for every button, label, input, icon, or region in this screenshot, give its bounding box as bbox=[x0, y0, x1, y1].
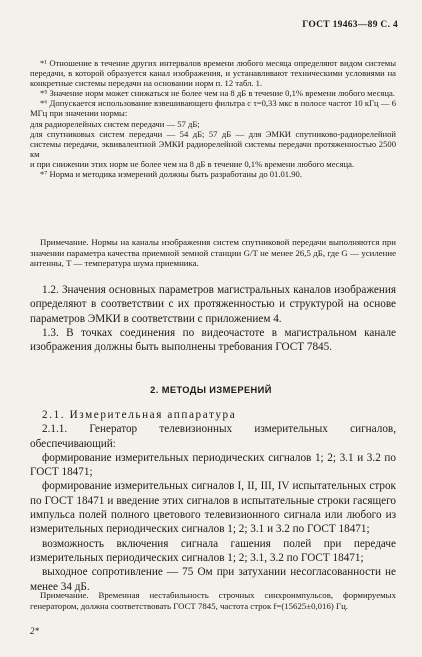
note-1: Примечание. Нормы на каналы изображения систем спутниковой передачи выполняются при значении параметра качества приемной земной станции G/T не менее 26,5 дБ, где G — усиление антенны, T — температура шума приемника. bbox=[30, 237, 396, 269]
list-item-4: выходное сопротивление — 75 Ом при затухании несогласованности не менее 34 дБ. bbox=[30, 566, 396, 593]
subsection-2-1: 2.1. Измерительная аппаратура bbox=[42, 409, 237, 421]
list-item-3: возможность включения сигнала гашения полей при передаче измерительных периодических сигналов 1; 2; 3.1, 3.2 по ГОСТ 18471; bbox=[30, 537, 396, 564]
page-footer: 2* bbox=[30, 626, 39, 636]
list-item-2: формирование измерительных сигналов I, II, III, IV испытательных строк по ГОСТ 18471 и введение этих сигналов в испытательные строки гасящего импульса полей полного цветового телевизионного сигнала или любого из измерительных периодических сигналов 1; 2; 3.1 и 3.2 по ГОСТ 18471; bbox=[30, 480, 396, 536]
paragraph-2-1-1: 2.1.1. Генератор телевизионных измерительных сигналов, обеспечивающий: bbox=[30, 423, 396, 450]
list-item-1: формирование измерительных периодических сигналов 1; 2; 3.1 и 3.2 по ГОСТ 18471; bbox=[30, 451, 396, 479]
paragraph-1-2: 1.2. Значения основных параметров магистральных каналов изображения определяют в соответствии с их протяженностью и структурой на основе параметров ЭМКИ в соответствии с приложением 4. bbox=[30, 284, 396, 325]
main-section-1 bbox=[30, 283, 396, 354]
footnote-6-tail: и при снижении этих норм не более чем на 8 дБ в течение 0,1% времени любого месяца. bbox=[30, 158, 355, 169]
page-header: ГОСТ 19463—89 С. 4 bbox=[302, 20, 398, 30]
section-title: 2. МЕТОДЫ ИЗМЕРЕНИЙ bbox=[150, 385, 272, 395]
main-section-2 bbox=[30, 408, 396, 594]
footnote-5: *⁵ Значение норм может снижаться не более чем на 8 дБ в течение 0,1% времени любого месяца. bbox=[40, 88, 395, 99]
paragraph-1-3: 1.3. В точках соединения по видеочастоте в магистральном канале изображения должны быть выполнены требования ГОСТ 7845. bbox=[30, 326, 396, 354]
footnote-1: *¹ Отношение в течение других интервалов времени любого месяца определяют видом системы передачи, в которой образуется канал изображения, и устанавливают техническими условиями на конкретные системы передачи на основании норм п. 12 табл. 1. bbox=[30, 58, 396, 89]
footnotes-block bbox=[30, 58, 396, 179]
note-2: Примечание. Временная нестабильность строчных синхроимпульсов, формируемых генератором, должна соответствовать ГОСТ 7845, частота строк f=(15625±0,016) Гц. bbox=[30, 590, 396, 611]
footnote-6-item-radio: для радиорелейных систем передачи — 57 дБ; bbox=[30, 118, 200, 129]
footnote-6: *⁶ Допускается использование взвешивающего фильтра с τ=0,33 мкс в полосе частот 10 кГц — 6 МГц при значении нормы: bbox=[30, 98, 396, 119]
footnote-7: *⁷ Норма и методика измерений должны быть разработаны до 01.01.90. bbox=[40, 169, 302, 180]
footnote-6-item-satellite: для спутниковых систем передачи — 54 дБ; 57 дБ — для ЭМКИ спутниково-радиорелейной системы передачи, эквивалентной ЭМКИ радиорелейной системы передачи протяженностью 2500 км bbox=[30, 128, 396, 159]
